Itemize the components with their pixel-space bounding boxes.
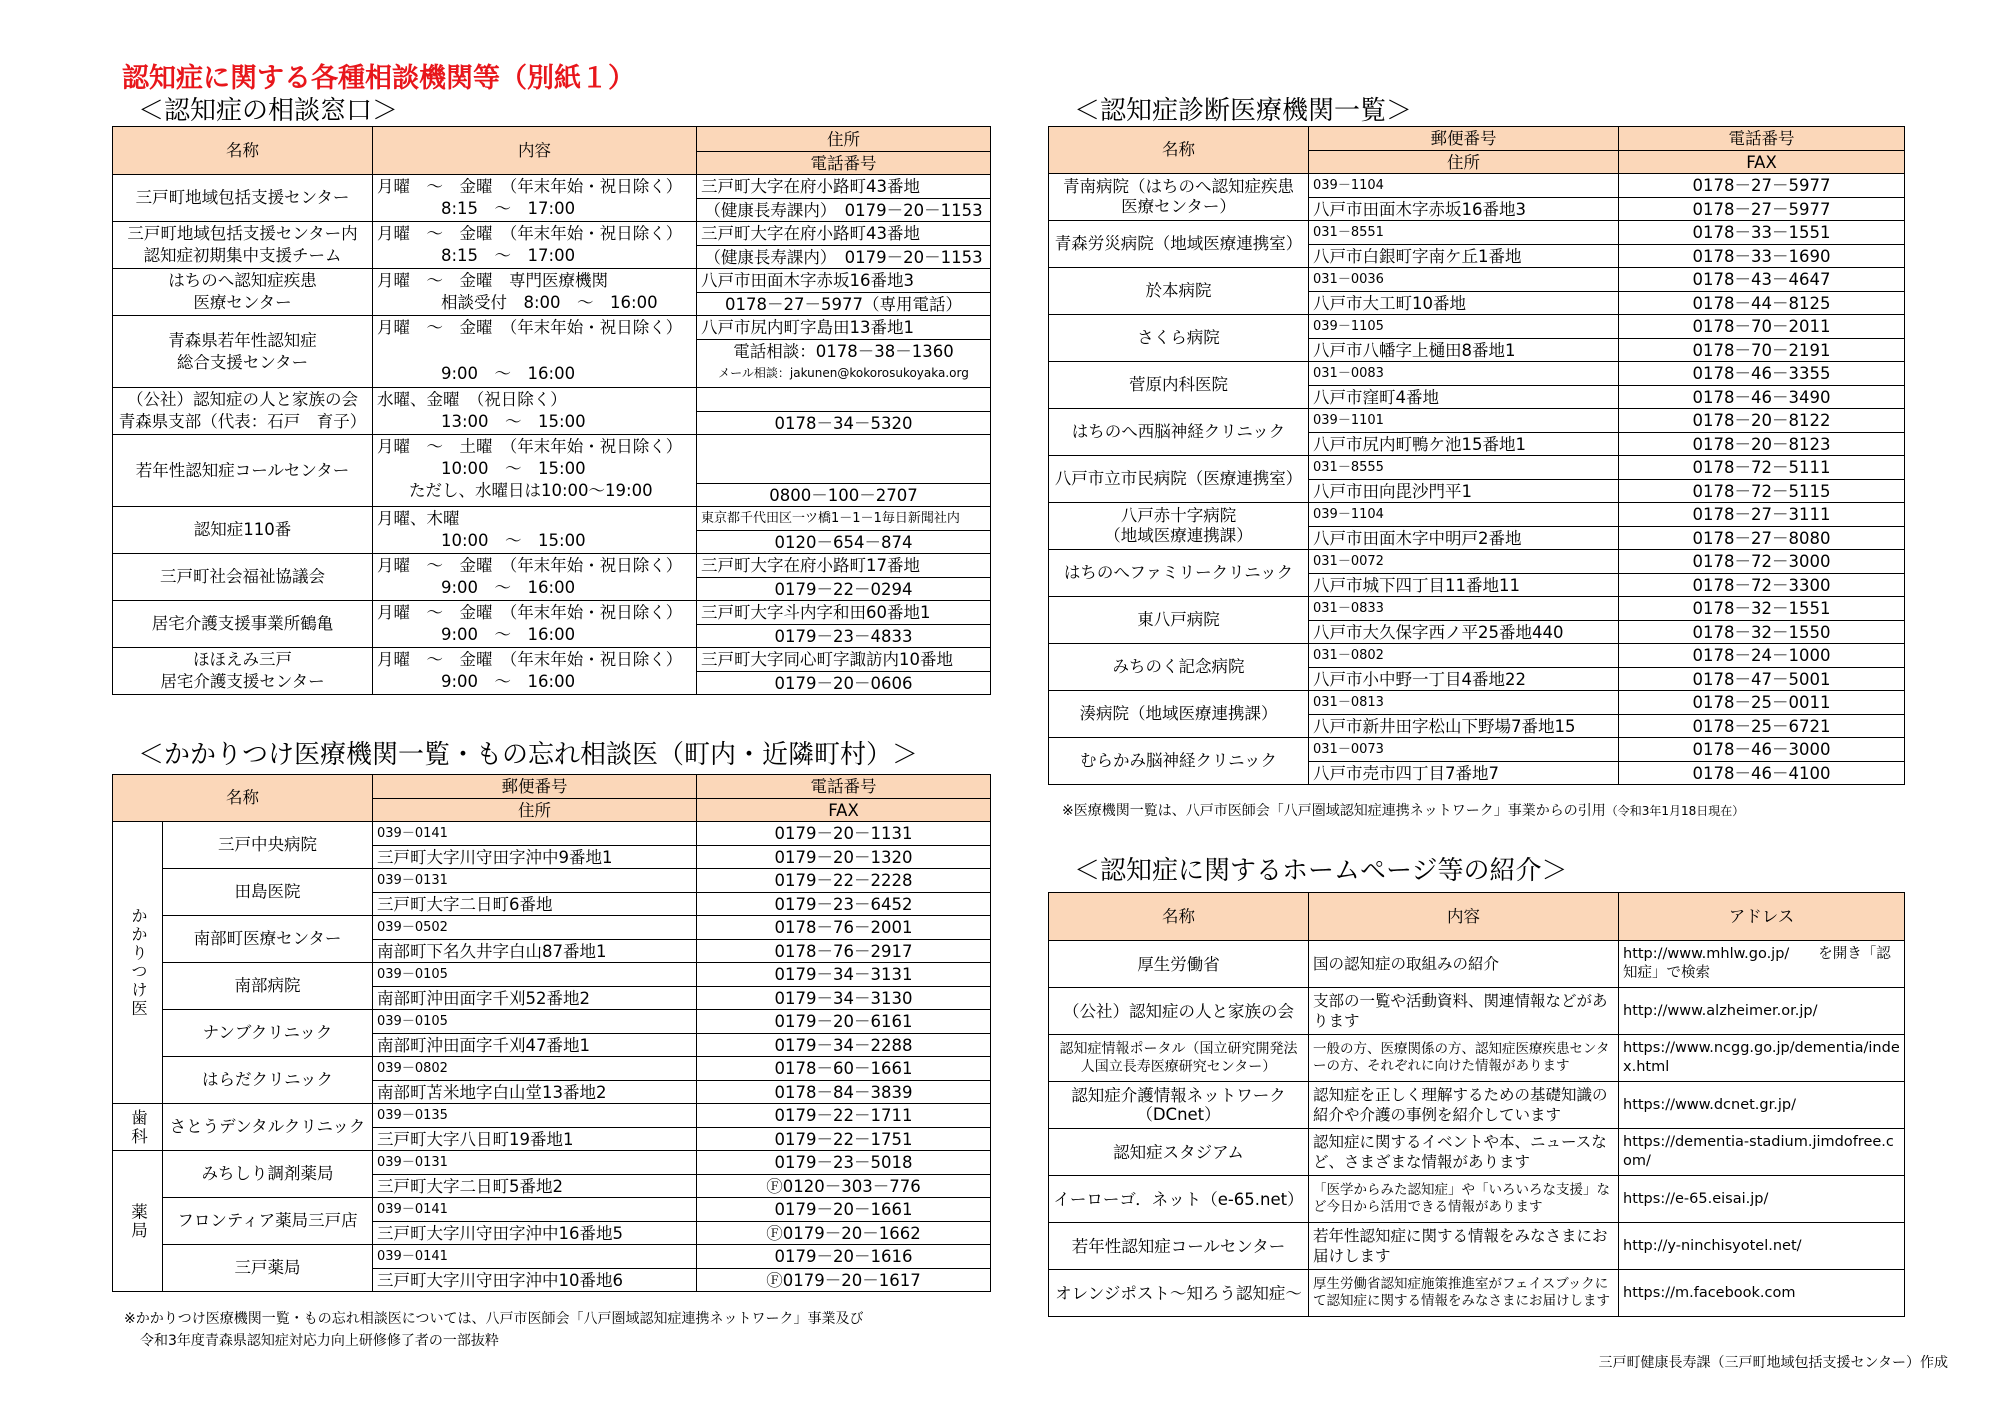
site-description: 若年性認知症に関する情報をみなさまにお届けします xyxy=(1309,1223,1619,1270)
hospital-fax: 0178－44－8125 xyxy=(1619,291,1904,314)
clinic-tel: 0179－34－3131 xyxy=(774,965,913,984)
table-row xyxy=(1049,1176,1905,1223)
clinic-address: 三戸町大字二日町6番地 xyxy=(373,892,696,915)
clinic-address: 三戸町大字二日町5番地2 xyxy=(373,1174,696,1197)
col-zip: 郵便番号 xyxy=(1430,129,1497,148)
clinic-zip: 039－0131 xyxy=(377,873,448,888)
clinic-tel: 0179－23－5018 xyxy=(774,1153,913,1172)
consult-heading: ＜認知症の相談窓口＞ xyxy=(138,96,399,126)
site-url-link[interactable]: http://y-ninchisyotel.net/ xyxy=(1619,1223,1905,1270)
hospital-name: 八戸市立市民病院（医療連携室） xyxy=(1049,456,1309,503)
clinic-zip: 039－0141 xyxy=(377,826,448,841)
table-row xyxy=(1049,644,1905,691)
clinic-name: 三戸中央病院 xyxy=(163,822,373,869)
clinic-fax: 0179－34－3130 xyxy=(697,986,990,1009)
clinic-zip: 039－0141 xyxy=(377,1249,448,1264)
table-row xyxy=(113,507,991,554)
hospital-fax: 0178－72－5115 xyxy=(1619,479,1904,502)
clinic-zip: 039－0141 xyxy=(377,1202,448,1217)
hospital-zip: 039－1105 xyxy=(1313,319,1384,334)
org-tel: 0178－34－5320 xyxy=(697,411,990,434)
clinic-fax: 0179－34－2288 xyxy=(697,1033,990,1056)
hospital-tel: 0178－43－4647 xyxy=(1692,270,1831,289)
org-tel: 0179－23－4833 xyxy=(697,624,990,647)
table-row xyxy=(1049,1270,1905,1317)
table-row xyxy=(1049,550,1905,597)
org-address: 八戸市田面木字赤坂16番地3 xyxy=(701,271,914,290)
table-row xyxy=(113,916,991,963)
hospital-fax: 0178－70－2191 xyxy=(1619,338,1904,361)
clinic-fax: Ⓕ0179－20－1617 xyxy=(697,1268,990,1291)
table-row xyxy=(1049,738,1905,785)
hospital-name: 青南病院（はちのへ認知症疾患 医療センター） xyxy=(1049,174,1309,221)
org-address xyxy=(697,388,990,411)
site-url-link[interactable]: https://dementia-stadium.jimdofree.com/ xyxy=(1619,1129,1905,1176)
hospital-tel: 0178－24－1000 xyxy=(1692,646,1831,665)
hospital-name: 青森労災病院（地域医療連携室） xyxy=(1049,221,1309,268)
hospital-address: 八戸市窪町4番地 xyxy=(1309,385,1618,408)
col-addr: 住所 xyxy=(1309,150,1618,173)
hospital-address: 八戸市田面木字中明戸2番地 xyxy=(1309,526,1618,549)
hospital-fax: 0178－72－3300 xyxy=(1619,573,1904,596)
col-name: 名称 xyxy=(1049,893,1309,941)
table-row xyxy=(113,435,991,507)
table-row xyxy=(1049,1035,1905,1082)
hospital-tel: 0178－70－2011 xyxy=(1692,317,1831,336)
service-hours: 月曜 ～ 金曜 （年末年始・祝日除く） 8:15 ～ 17:00 xyxy=(373,175,697,222)
col-name: 名称 xyxy=(113,127,373,175)
hospital-name: はちのへファミリークリニック xyxy=(1049,550,1309,597)
site-name: 若年性認知症コールセンター xyxy=(1049,1223,1309,1270)
clinic-address: 三戸町大字川守田字沖中16番地5 xyxy=(373,1221,696,1244)
hospital-address: 八戸市田向毘沙門平1 xyxy=(1309,479,1618,502)
clinic-zip: 039－0502 xyxy=(377,920,448,935)
table-row xyxy=(1049,503,1905,550)
table-row xyxy=(113,963,991,1010)
org-name: 若年性認知症コールセンター xyxy=(113,435,373,507)
clinic-address: 南部町下名久井字白山87番地1 xyxy=(373,939,696,962)
hp-table xyxy=(1048,892,1905,1317)
site-description: 認知症を正しく理解するための基礎知識の紹介や介護の事例を紹介しています xyxy=(1309,1082,1619,1129)
hospital-address: 八戸市八幡字上樋田8番地1 xyxy=(1309,338,1618,361)
clinic-tel: 0178－60－1661 xyxy=(774,1059,913,1078)
hospital-zip: 031－0813 xyxy=(1313,695,1384,710)
org-address: 東京都千代田区一ツ橋1－1－1毎日新聞社内 xyxy=(701,511,960,526)
org-tel: 電話相談：0178－38－1360 xyxy=(697,339,990,362)
table-row xyxy=(113,316,991,388)
kakari-note-1: ※かかりつけ医療機関一覧・もの忘れ相談医については、八戸市医師会「八戸圏域認知症連携ネットワーク」事業及び xyxy=(124,1311,864,1327)
org-address: 三戸町大字在府小路町17番地 xyxy=(701,556,920,575)
clinic-fax: 0179－23－6452 xyxy=(697,892,990,915)
col-tel: 電話番号 xyxy=(810,777,877,796)
clinic-tel: 0179－22－1711 xyxy=(774,1106,913,1125)
org-tel: （健康長寿課内） 0179－20－1153 xyxy=(697,245,990,268)
org-name: 居宅介護支援事業所鶴亀 xyxy=(113,601,373,648)
site-url-link[interactable]: https://www.dcnet.gr.jp/ xyxy=(1619,1082,1905,1129)
clinic-address: 南部町苫米地字白山堂13番地2 xyxy=(373,1080,696,1103)
hospital-zip: 039－1104 xyxy=(1313,507,1384,522)
org-name: 三戸町地域包括支援センター xyxy=(113,175,373,222)
org-tel: 0120－654－874 xyxy=(697,530,990,553)
org-name: 三戸町社会福祉協議会 xyxy=(113,554,373,601)
hospital-fax: 0178－32－1550 xyxy=(1619,620,1904,643)
hospital-fax: 0178－33－1690 xyxy=(1619,244,1904,267)
clinic-tel: 0178－76－2001 xyxy=(774,918,913,937)
hospital-name: 於本病院 xyxy=(1049,268,1309,315)
clinic-tel: 0179－22－2228 xyxy=(774,871,913,890)
hospital-zip: 039－1101 xyxy=(1313,413,1384,428)
table-row xyxy=(113,869,991,916)
table-row xyxy=(1049,362,1905,409)
service-hours: 月曜 ～ 金曜 （年末年始・祝日除く） 9:00 ～ 16:00 xyxy=(373,554,697,601)
table-row xyxy=(1049,941,1905,988)
hospital-tel: 0178－27－3111 xyxy=(1692,505,1831,524)
consult-table xyxy=(112,126,991,695)
clinic-address: 南部町沖田面字千刈47番地1 xyxy=(373,1033,696,1056)
clinic-name: みちしり調剤薬局 xyxy=(163,1151,373,1198)
site-name: オレンジポスト～知ろう認知症～ xyxy=(1049,1270,1309,1317)
clinic-name: 南部病院 xyxy=(163,963,373,1010)
hospital-address: 八戸市尻内町鴨ケ池15番地1 xyxy=(1309,432,1618,455)
col-content: 内容 xyxy=(1309,893,1619,941)
col-addr: アドレス xyxy=(1619,893,1905,941)
hospital-address: 八戸市白銀町字南ケ丘1番地 xyxy=(1309,244,1618,267)
hospital-name: 菅原内科医院 xyxy=(1049,362,1309,409)
table-row xyxy=(1049,409,1905,456)
org-address: 三戸町大字在府小路町43番地 xyxy=(701,224,920,243)
site-name: 認知症情報ポータル（国立研究開発法人国立長寿医療研究センター） xyxy=(1049,1035,1309,1082)
service-hours: 月曜 ～ 金曜 専門医療機関 相談受付 8:00 ～ 16:00 xyxy=(373,269,697,316)
col-name: 名称 xyxy=(1049,127,1309,174)
org-name: 認知症110番 xyxy=(113,507,373,554)
hospital-name: むらかみ脳神経クリニック xyxy=(1049,738,1309,785)
table-row xyxy=(1049,1129,1905,1176)
col-tel: 電話番号 xyxy=(697,151,990,174)
table-row xyxy=(1049,1223,1905,1270)
org-address: 八戸市尻内町字島田13番地1 xyxy=(701,318,914,337)
org-address: 三戸町大字斗内字和田60番地1 xyxy=(701,603,931,622)
table-row xyxy=(113,554,991,601)
footer-credit: 三戸町健康長寿課（三戸町地域包括支援センター）作成 xyxy=(1598,1355,1948,1371)
hospital-zip: 031－0833 xyxy=(1313,601,1384,616)
hospital-fax: 0178－47－5001 xyxy=(1619,667,1904,690)
hospital-address: 八戸市新井田字松山下野場7番地15 xyxy=(1309,714,1618,737)
site-description: 厚生労働省認知症施策推進室がフェイスブックにて認知症に関する情報をみなさまにお届けします xyxy=(1309,1270,1619,1317)
org-name: はちのへ認知症疾患 医療センター xyxy=(113,269,373,316)
service-hours: 月曜 ～ 金曜 （年末年始・祝日除く） 9:00 ～ 16:00 xyxy=(373,316,697,388)
site-name: 認知症スタジアム xyxy=(1049,1129,1309,1176)
hospital-fax: 0178－25－6721 xyxy=(1619,714,1904,737)
table-row xyxy=(113,175,991,222)
hospital-address: 八戸市小中野一丁目4番地22 xyxy=(1309,667,1618,690)
col-addr: 住所 xyxy=(827,129,860,149)
org-tel: 0179－22－0294 xyxy=(697,577,990,600)
clinic-fax: 0179－22－1751 xyxy=(697,1127,990,1150)
table-row xyxy=(113,1245,991,1292)
org-name: （公社）認知症の人と家族の会 青森県支部（代表：石戸 育子） xyxy=(113,388,373,435)
hospital-tel: 0178－46－3355 xyxy=(1692,364,1831,383)
table-row xyxy=(113,388,991,435)
hospital-tel: 0178－33－1551 xyxy=(1692,223,1831,242)
table-row xyxy=(1049,268,1905,315)
hospital-name: 東八戸病院 xyxy=(1049,597,1309,644)
site-description: 認知症に関するイベントや本、ニュースなど、さまざまな情報があります xyxy=(1309,1129,1619,1176)
col-fax: FAX xyxy=(1619,150,1904,173)
col-zip: 郵便番号 xyxy=(501,777,568,796)
hospital-address: 八戸市大工町10番地 xyxy=(1309,291,1618,314)
hospital-fax: 0178－20－8123 xyxy=(1619,432,1904,455)
table-row xyxy=(113,1057,991,1104)
clinic-fax: Ⓕ0179－20－1662 xyxy=(697,1221,990,1244)
site-url-link[interactable]: http://www.alzheimer.or.jp/ xyxy=(1619,988,1905,1035)
clinic-address: 三戸町大字川守田字沖中10番地6 xyxy=(373,1268,696,1291)
kakari-table xyxy=(112,774,991,1292)
hospital-fax: 0178－27－8080 xyxy=(1619,526,1904,549)
clinic-tel: 0179－20－1661 xyxy=(774,1200,913,1219)
hospital-name: 湊病院（地域医療連携課） xyxy=(1049,691,1309,738)
col-name: 名称 xyxy=(113,775,373,822)
clinic-fax: Ⓕ0120－303－776 xyxy=(697,1174,990,1197)
diag-heading: ＜認知症診断医療機関一覧＞ xyxy=(1074,96,1413,126)
diag-note: ※医療機関一覧は、八戸市医師会「八戸圏域認知症連携ネットワーク」事業からの引用 xyxy=(1062,803,1606,819)
kakari-note-2: 令和3年度青森県認知症対応力向上研修修了者の一部抜粋 xyxy=(140,1333,499,1349)
group-label: 歯科 xyxy=(113,1104,163,1151)
hospital-name: はちのへ西脳神経クリニック xyxy=(1049,409,1309,456)
org-tel: 0800－100－2707 xyxy=(697,483,990,506)
org-tel: 0178－27－5977（専用電話） xyxy=(697,292,990,315)
site-name: イーローゴ．ネット（e-65.net） xyxy=(1049,1176,1309,1223)
page-title: 認知症に関する各種相談機関等（別紙１） xyxy=(122,63,635,94)
col-fax: FAX xyxy=(697,798,990,821)
table-row xyxy=(113,648,991,695)
clinic-name: 三戸薬局 xyxy=(163,1245,373,1292)
hospital-tel: 0178－46－3000 xyxy=(1692,740,1831,759)
table-row xyxy=(1049,988,1905,1035)
clinic-zip: 039－0802 xyxy=(377,1061,448,1076)
clinic-name: 南部町医療センター xyxy=(163,916,373,963)
site-url-link[interactable]: https://m.facebook.com xyxy=(1619,1270,1905,1317)
site-name: （公社）認知症の人と家族の会 xyxy=(1049,988,1309,1035)
clinic-address: 三戸町大字川守田字沖中9番地1 xyxy=(373,845,696,868)
table-row xyxy=(113,601,991,648)
org-name: ほほえみ三戸 居宅介護支援センター xyxy=(113,648,373,695)
table-row xyxy=(113,1198,991,1245)
table-row xyxy=(1049,456,1905,503)
service-hours: 月曜 ～ 金曜 （年末年始・祝日除く） 8:15 ～ 17:00 xyxy=(373,222,697,269)
hospital-address: 八戸市城下四丁目11番地11 xyxy=(1309,573,1618,596)
service-hours: 月曜 ～ 金曜 （年末年始・祝日除く） 9:00 ～ 16:00 xyxy=(373,601,697,648)
table-row xyxy=(113,1010,991,1057)
hospital-tel: 0178－27－5977 xyxy=(1692,176,1831,195)
table-row xyxy=(1049,221,1905,268)
clinic-fax: 0178－76－2917 xyxy=(697,939,990,962)
hospital-address: 八戸市売市四丁目7番地7 xyxy=(1309,761,1618,784)
hospital-tel: 0178－32－1551 xyxy=(1692,599,1831,618)
clinic-name: 田島医院 xyxy=(163,869,373,916)
diag-note-date: （令和3年1月18日現在） xyxy=(1605,804,1745,818)
hospital-zip: 031－0802 xyxy=(1313,648,1384,663)
hospital-name: さくら病院 xyxy=(1049,315,1309,362)
org-tel: （健康長寿課内） 0179－20－1153 xyxy=(697,198,990,221)
service-hours: 月曜 ～ 金曜 （年末年始・祝日除く） 9:00 ～ 16:00 xyxy=(373,648,697,695)
hospital-zip: 031－0083 xyxy=(1313,366,1384,381)
table-row xyxy=(113,822,991,869)
clinic-fax: 0179－20－1320 xyxy=(697,845,990,868)
org-address: 三戸町大字在府小路町43番地 xyxy=(701,177,920,196)
table-row xyxy=(113,269,991,316)
org-name: 青森県若年性認知症 総合支援センター xyxy=(113,316,373,388)
hospital-tel: 0178－72－3000 xyxy=(1692,552,1831,571)
col-addr: 住所 xyxy=(373,798,696,821)
hp-heading: ＜認知症に関するホームページ等の紹介＞ xyxy=(1074,856,1568,886)
hospital-fax: 0178－27－5977 xyxy=(1619,197,1904,220)
hospital-zip: 031－8555 xyxy=(1313,460,1384,475)
clinic-address: 三戸町大字八日町19番地1 xyxy=(373,1127,696,1150)
hospital-fax: 0178－46－4100 xyxy=(1619,761,1904,784)
hospital-zip: 031－0036 xyxy=(1313,272,1384,287)
service-hours: 水曜、金曜 （祝日除く） 13:00 ～ 15:00 xyxy=(373,388,697,435)
group-label: かかりつけ医 xyxy=(113,822,163,1104)
clinic-zip: 039－0105 xyxy=(377,1014,448,1029)
org-address: 三戸町大字同心町字諏訪内10番地 xyxy=(701,650,953,669)
hospital-fax: 0178－46－3490 xyxy=(1619,385,1904,408)
hospital-tel: 0178－72－5111 xyxy=(1692,458,1831,477)
kakari-heading: ＜かかりつけ医療機関一覧・もの忘れ相談医（町内・近隣町村）＞ xyxy=(138,740,919,770)
hospital-name: みちのく記念病院 xyxy=(1049,644,1309,691)
hospital-address: 八戸市大久保字西ノ平25番地440 xyxy=(1309,620,1618,643)
diag-table xyxy=(1048,126,1905,785)
clinic-fax: 0178－84－3839 xyxy=(697,1080,990,1103)
site-url-link[interactable]: http://www.mhlw.go.jp/ を開き「認知症」で検索 xyxy=(1619,941,1905,988)
clinic-tel: 0179－20－1131 xyxy=(774,824,913,843)
site-url-link[interactable]: https://e-65.eisai.jp/ xyxy=(1619,1176,1905,1223)
hospital-address: 八戸市田面木字赤坂16番地3 xyxy=(1309,197,1618,220)
clinic-zip: 039－0105 xyxy=(377,967,448,982)
table-row xyxy=(1049,1082,1905,1129)
clinic-tel: 0179－20－6161 xyxy=(774,1012,913,1031)
site-description: 支部の一覧や活動資料、関連情報などがあります xyxy=(1309,988,1619,1035)
clinic-zip: 039－0135 xyxy=(377,1108,448,1123)
hospital-tel: 0178－25－0011 xyxy=(1692,693,1831,712)
table-row xyxy=(1049,174,1905,221)
group-label: 薬局 xyxy=(113,1151,163,1292)
clinic-name: はらだクリニック xyxy=(163,1057,373,1104)
org-mail: メール相談：jakunen@kokorosukoyaka.org xyxy=(718,366,969,380)
table-row xyxy=(113,222,991,269)
service-hours: 月曜 ～ 土曜 （年末年始・祝日除く） 10:00 ～ 15:00 ただし、水曜日は10:00～19:00 xyxy=(373,435,697,507)
org-name: 三戸町地域包括支援センター内 認知症初期集中支援チーム xyxy=(113,222,373,269)
hospital-zip: 039－1104 xyxy=(1313,178,1384,193)
clinic-name: さとうデンタルクリニック xyxy=(163,1104,373,1151)
col-content: 内容 xyxy=(373,127,697,175)
hospital-name: 八戸赤十字病院 （地域医療連携課） xyxy=(1049,503,1309,550)
site-description: 国の認知症の取組みの紹介 xyxy=(1309,941,1619,988)
site-url-link[interactable]: https://www.ncgg.go.jp/dementia/index.html xyxy=(1619,1035,1905,1082)
org-tel: 0179－20－0606 xyxy=(697,671,990,694)
clinic-tel: 0179－20－1616 xyxy=(774,1247,913,1266)
site-name: 認知症介護情報ネットワーク（DCnet） xyxy=(1049,1082,1309,1129)
table-row xyxy=(1049,597,1905,644)
hospital-tel: 0178－20－8122 xyxy=(1692,411,1831,430)
site-description: 「医学からみた認知症」や「いろいろな支援」など今日から活用できる情報があります xyxy=(1309,1176,1619,1223)
service-hours: 月曜、木曜 10:00 ～ 15:00 xyxy=(373,507,697,554)
clinic-zip: 039－0131 xyxy=(377,1155,448,1170)
table-row xyxy=(1049,315,1905,362)
site-description: 一般の方、医療関係の方、認知症医療疾患センターの方、それぞれに向けた情報があります xyxy=(1309,1035,1619,1082)
site-name: 厚生労働省 xyxy=(1049,941,1309,988)
hospital-zip: 031－8551 xyxy=(1313,225,1384,240)
clinic-name: ナンブクリニック xyxy=(163,1010,373,1057)
clinic-address: 南部町沖田面字千刈52番地2 xyxy=(373,986,696,1009)
org-address xyxy=(697,435,990,483)
table-row xyxy=(113,1151,991,1198)
hospital-zip: 031－0073 xyxy=(1313,742,1384,757)
table-row xyxy=(1049,691,1905,738)
table-row xyxy=(113,1104,991,1151)
col-tel: 電話番号 xyxy=(1728,129,1795,148)
clinic-name: フロンティア薬局三戸店 xyxy=(163,1198,373,1245)
hospital-zip: 031－0072 xyxy=(1313,554,1384,569)
